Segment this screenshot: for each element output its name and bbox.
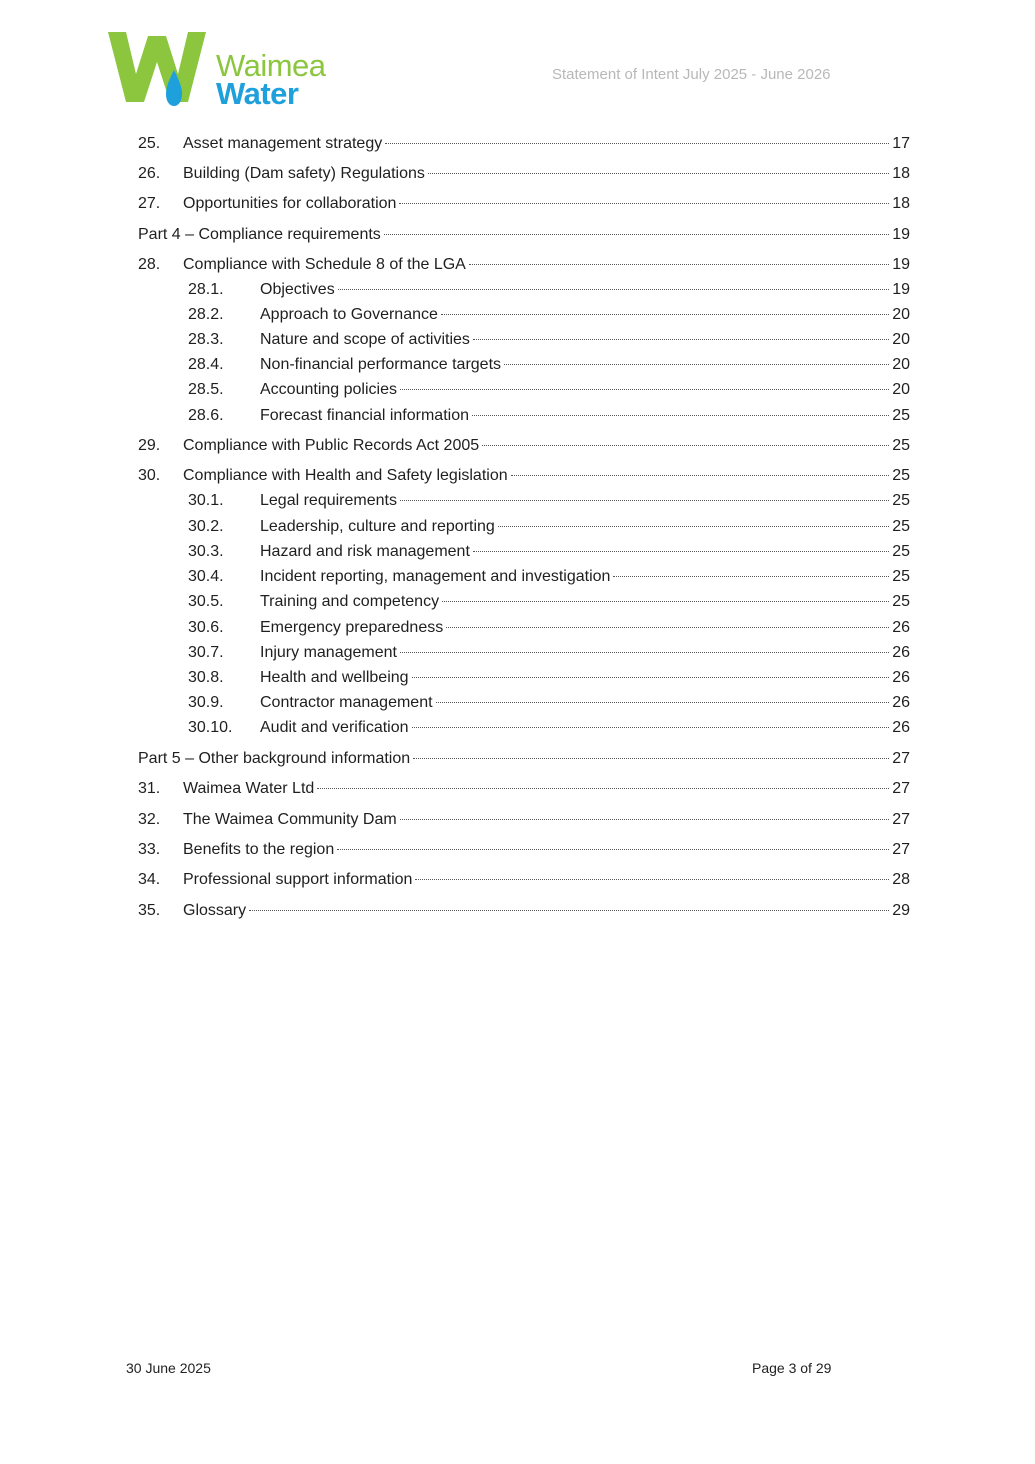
toc-dot-leader (399, 203, 889, 204)
toc-entry[interactable] (138, 490, 910, 512)
toc-entry-title: Audit and verification (260, 719, 409, 736)
toc-entry-title: Contractor management (260, 694, 433, 711)
toc-entry[interactable] (138, 869, 910, 891)
toc-entry-number: 30.4. (188, 568, 224, 585)
toc-entry[interactable] (138, 900, 910, 922)
toc-entry-title: Injury management (260, 644, 397, 661)
toc-entry-title: Leadership, culture and reporting (260, 518, 495, 535)
toc-dot-leader (472, 415, 889, 416)
toc-entry-title: Compliance with Public Records Act 2005 (183, 437, 480, 454)
toc-entry-number: 28.5. (188, 381, 224, 398)
toc-dot-leader (428, 173, 889, 174)
toc-entry-page: 27 (892, 811, 910, 828)
toc-entry-number: 30.3. (188, 543, 224, 560)
toc-entry-title: Glossary (183, 902, 247, 919)
toc-entry-title: Compliance with Health and Safety legislation (183, 467, 508, 484)
toc-entry-title: Forecast financial information (260, 407, 469, 424)
toc-entry[interactable] (138, 354, 910, 376)
toc-entry-page: 20 (892, 356, 910, 373)
toc-entry-number: 30.1. (188, 492, 224, 509)
toc-entry-page: 25 (892, 593, 910, 610)
toc-dot-leader (337, 849, 889, 850)
toc-entry-title: Hazard and risk management (260, 543, 470, 560)
toc-entry[interactable] (138, 379, 910, 401)
toc-entry[interactable] (138, 465, 910, 487)
toc-entry-number: 27. (138, 195, 161, 212)
toc-entry-title: Emergency preparedness (260, 619, 444, 636)
toc-entry-page: 19 (892, 226, 910, 243)
toc-entry-title: Approach to Governance (260, 306, 438, 323)
toc-dot-leader (613, 576, 889, 577)
toc-entry-number: 31. (138, 780, 161, 797)
toc-entry-title: Health and wellbeing (260, 669, 409, 686)
toc-entry[interactable] (138, 163, 910, 185)
footer-date: 30 June 2025 (126, 1360, 211, 1376)
toc-entry-number: 28. (138, 256, 161, 273)
toc-dot-leader (446, 627, 889, 628)
toc-dot-leader (441, 314, 889, 315)
toc-dot-leader (338, 289, 890, 290)
toc-dot-leader (469, 264, 889, 265)
toc-dot-leader (473, 339, 889, 340)
toc-entry-number: 30.9. (188, 694, 224, 711)
toc-entry-number: 34. (138, 871, 161, 888)
toc-entry-page: 26 (892, 719, 910, 736)
toc-dot-leader (412, 677, 890, 678)
toc-entry[interactable] (138, 279, 910, 301)
toc-entry-number: 30.2. (188, 518, 224, 535)
toc-dot-leader (473, 551, 889, 552)
toc-entry-page: 25 (892, 492, 910, 509)
toc-entry-page: 27 (892, 841, 910, 858)
toc-entry[interactable] (138, 329, 910, 351)
toc-entry[interactable] (138, 839, 910, 861)
toc-entry-page: 25 (892, 543, 910, 560)
toc-entry-number: 28.2. (188, 306, 224, 323)
toc-entry-number: 32. (138, 811, 161, 828)
waimea-w-logo-icon (104, 26, 210, 108)
toc-entry[interactable] (138, 541, 910, 563)
toc-dot-leader (412, 727, 890, 728)
toc-entry-title: Training and competency (260, 593, 440, 610)
toc-entry-title: Accounting policies (260, 381, 397, 398)
toc-entry[interactable] (138, 667, 910, 689)
toc-entry-number: 26. (138, 165, 161, 182)
toc-entry[interactable] (138, 617, 910, 639)
toc-entry-page: 20 (892, 306, 910, 323)
toc-entry-number: 30.5. (188, 593, 224, 610)
toc-entry[interactable] (138, 304, 910, 326)
toc-dot-leader (482, 445, 889, 446)
toc-entry-page: 26 (892, 619, 910, 636)
toc-entry[interactable] (138, 591, 910, 613)
toc-entry-number: 33. (138, 841, 161, 858)
toc-dot-leader (400, 652, 889, 653)
toc-entry-number: 30.6. (188, 619, 224, 636)
toc-entry[interactable] (138, 516, 910, 538)
toc-entry-title: Professional support information (183, 871, 413, 888)
toc-dot-leader (511, 475, 890, 476)
toc-entry-page: 26 (892, 644, 910, 661)
toc-entry-title: Asset management strategy (183, 135, 383, 152)
toc-entry-title: Waimea Water Ltd (183, 780, 315, 797)
toc-entry-title: Building (Dam safety) Regulations (183, 165, 425, 182)
toc-entry-title: Non-financial performance targets (260, 356, 502, 373)
toc-entry-number: 30. (138, 467, 161, 484)
toc-entry-number: 28.1. (188, 281, 224, 298)
toc-entry-title: Legal requirements (260, 492, 397, 509)
toc-entry-title: Compliance with Schedule 8 of the LGA (183, 256, 466, 273)
toc-entry-page: 29 (892, 902, 910, 919)
toc-dot-leader (436, 702, 890, 703)
toc-entry-page: 25 (892, 437, 910, 454)
toc-dot-leader (249, 910, 889, 911)
toc-entry-page: 27 (892, 750, 910, 767)
toc-entry-page: 28 (892, 871, 910, 888)
toc-entry-number: 28.4. (188, 356, 224, 373)
toc-dot-leader (413, 758, 889, 759)
toc-entry-page: 25 (892, 568, 910, 585)
toc-entry[interactable] (138, 717, 910, 739)
toc-entry[interactable] (138, 809, 910, 831)
toc-entry-page: 25 (892, 407, 910, 424)
logo-word-water: Water (216, 76, 299, 111)
toc-entry-page: 20 (892, 381, 910, 398)
toc-entry-number: 29. (138, 437, 161, 454)
toc-dot-leader (442, 601, 889, 602)
toc-entry[interactable] (138, 133, 910, 155)
toc-dot-leader (400, 819, 890, 820)
toc-entry-page: 19 (892, 256, 910, 273)
toc-entry-page: 17 (892, 135, 910, 152)
toc-entry-title: The Waimea Community Dam (183, 811, 397, 828)
toc-dot-leader (400, 500, 889, 501)
toc-entry[interactable] (138, 566, 910, 588)
logo-word-waimea: Waimea (216, 48, 326, 83)
footer-page-number: Page 3 of 29 (752, 1360, 832, 1376)
toc-entry[interactable] (138, 692, 910, 714)
toc-entry-title: Part 5 – Other background information (138, 750, 411, 767)
toc-entry[interactable] (138, 405, 910, 427)
toc-dot-leader (400, 389, 889, 390)
toc-entry[interactable] (138, 642, 910, 664)
toc-entry-page: 26 (892, 669, 910, 686)
waimea-water-logo (104, 26, 344, 110)
toc-entry-number: 30.10. (188, 719, 233, 736)
toc-entry-page: 25 (892, 467, 910, 484)
toc-entry[interactable] (138, 748, 910, 770)
toc-dot-leader (317, 788, 889, 789)
toc-dot-leader (504, 364, 889, 365)
toc-dot-leader (385, 143, 889, 144)
toc-entry[interactable] (138, 435, 910, 457)
toc-entry-title: Part 4 – Compliance requirements (138, 226, 381, 243)
toc-entry-page: 26 (892, 694, 910, 711)
toc-entry-number: 30.7. (188, 644, 224, 661)
toc-dot-leader (415, 879, 889, 880)
toc-entry[interactable] (138, 778, 910, 800)
toc-entry[interactable] (138, 254, 910, 276)
toc-entry-page: 18 (892, 195, 910, 212)
toc-entry-number: 35. (138, 902, 161, 919)
toc-entry-page: 25 (892, 518, 910, 535)
toc-entry-number: 30.8. (188, 669, 224, 686)
toc-entry-title: Incident reporting, management and investigation (260, 568, 611, 585)
toc-entry-page: 20 (892, 331, 910, 348)
toc-entry-title: Opportunities for collaboration (183, 195, 397, 212)
toc-entry[interactable] (138, 224, 910, 246)
toc-dot-leader (384, 234, 889, 235)
toc-dot-leader (498, 526, 889, 527)
toc-entry-page: 18 (892, 165, 910, 182)
toc-entry[interactable] (138, 193, 910, 215)
toc-entry-page: 27 (892, 780, 910, 797)
toc-entry-page: 19 (892, 281, 910, 298)
toc-entry-title: Objectives (260, 281, 335, 298)
toc-entry-number: 28.6. (188, 407, 224, 424)
toc-entry-title: Benefits to the region (183, 841, 335, 858)
toc-entry-title: Nature and scope of activities (260, 331, 470, 348)
header-document-title: Statement of Intent July 2025 - June 2026 (552, 66, 831, 83)
toc-entry-number: 28.3. (188, 331, 224, 348)
toc-entry-number: 25. (138, 135, 161, 152)
